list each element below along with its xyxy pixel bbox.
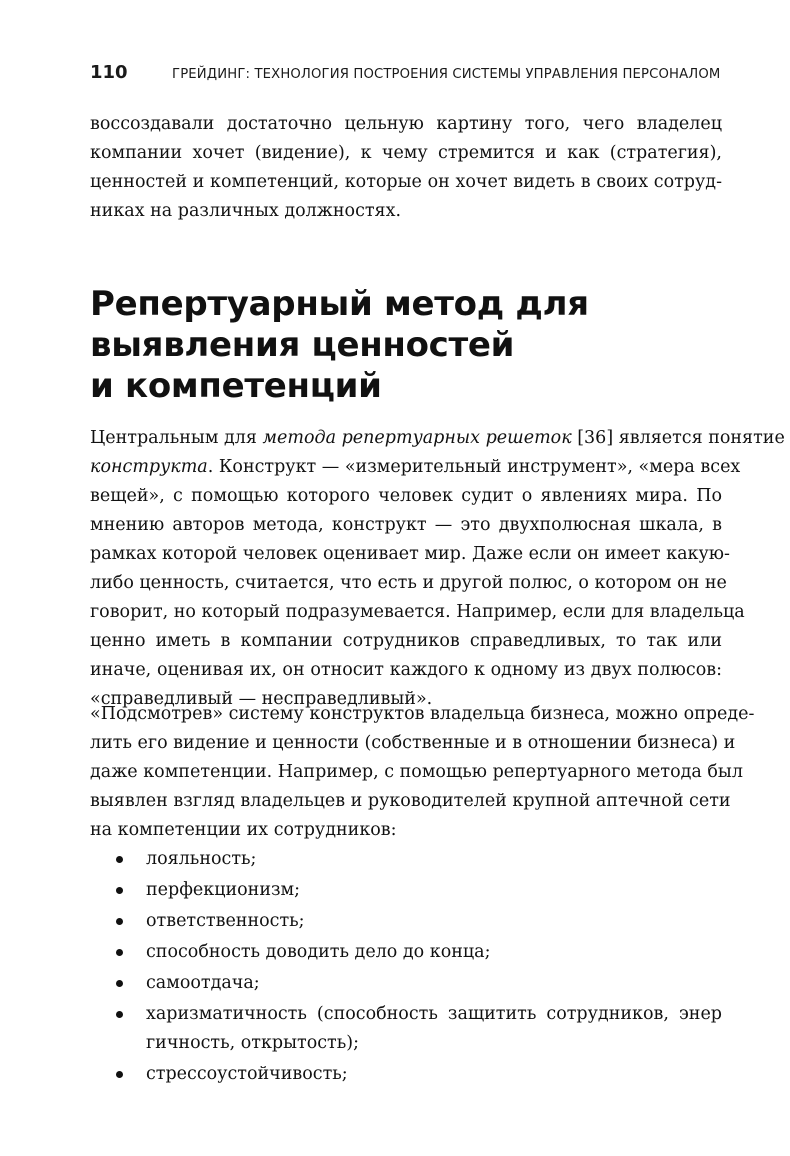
list-item-text: стрессоустойчивость; [146, 1064, 348, 1084]
text-line: даже компетенции. Например, с помощью репертуарного метода был [90, 762, 743, 782]
text-line [90, 424, 785, 453]
text-fragment: Центральным для [90, 428, 263, 448]
text-line: лить его видение и ценности (собственные и в отношении бизнеса) и [90, 733, 736, 753]
text-fragment: . Конструкт — «измерительный инструмент», «мера всех [207, 457, 741, 477]
text-line: выявлен взгляд владельцев и руководителей крупной аптечной сети [90, 791, 731, 811]
running-title: ГРЕЙДИНГ: ТЕХНОЛОГИЯ ПОСТРОЕНИЯ СИСТЕМЫ УПРАВЛЕНИЯ ПЕРСОНАЛОМ [172, 67, 721, 82]
list-item [116, 969, 722, 998]
intro-paragraph [90, 110, 722, 226]
bullet-icon [116, 949, 123, 956]
list-item-text: лояльность; [146, 849, 257, 869]
list-item [116, 1060, 722, 1089]
section-heading [90, 284, 710, 407]
text-line: «справедливый — несправедливый». [90, 689, 433, 709]
text-line: рамках которой человек оценивает мир. Даже если он имеет какую- [90, 544, 730, 564]
text-line: говорит, но который подразумевается. Например, если для владельца [90, 602, 745, 622]
running-header [90, 62, 730, 90]
list-item [116, 845, 722, 874]
text-line [90, 453, 741, 482]
text-line: ценно иметь в компании сотрудников справедливых, то так или [90, 631, 722, 651]
text-line: иначе, оценивая их, он относит каждого к одному из двух полюсов: [90, 660, 722, 680]
list-item-text: самоотдача; [146, 973, 260, 993]
list-item [116, 1000, 722, 1058]
bullet-icon [116, 856, 123, 863]
bullet-icon [116, 887, 123, 894]
italic-term-method: метода репертуарных решеток [262, 428, 572, 448]
text-line: «Подсмотрев» систему конструктов владельца бизнеса, можно опреде- [90, 704, 755, 724]
heading-line: и компетенций [90, 366, 382, 406]
list-item-text: перфекционизм; [146, 880, 301, 900]
paragraph-owner-constructs [90, 700, 755, 845]
bullet-icon [116, 1071, 123, 1078]
list-item [116, 907, 722, 936]
text-line: либо ценность, считается, что есть и другой полюс, о котором он не [90, 573, 727, 593]
competency-list [116, 845, 722, 1091]
list-item-text: харизматичность (способность защитить сотрудников, энер [146, 1004, 722, 1024]
text-line: компании хочет (видение), к чему стремится и как (стратегия), [90, 143, 722, 163]
text-line: воссоздавали достаточно цельную картину того, чего владелец [90, 114, 722, 134]
text-line: на компетенции их сотрудников: [90, 820, 397, 840]
heading-line: Репертуарный метод для [90, 284, 589, 324]
heading-line: выявления ценностей [90, 325, 515, 365]
list-item-text: гичность, открытость); [146, 1033, 359, 1053]
bullet-icon [116, 918, 123, 925]
list-item-text: ответственность; [146, 911, 305, 931]
bullet-icon [116, 980, 123, 987]
bullet-icon [116, 1011, 123, 1018]
text-line: вещей», с помощью которого человек судит о явлениях мира. По [90, 486, 722, 506]
text-fragment: [36] является понятие [571, 428, 785, 448]
list-item [116, 876, 722, 905]
list-item [116, 938, 722, 967]
italic-term-construct: конструкта [90, 457, 208, 477]
list-item-text: способность доводить дело до конца; [146, 942, 491, 962]
text-line: мнению авторов метода, конструкт — это двухполюсная шкала, в [90, 515, 722, 535]
page-number: 110 [90, 62, 128, 83]
text-line: ценностей и компетенций, которые он хочет видеть в своих сотруд- [90, 172, 722, 192]
text-line: никах на различных должностях. [90, 201, 402, 221]
